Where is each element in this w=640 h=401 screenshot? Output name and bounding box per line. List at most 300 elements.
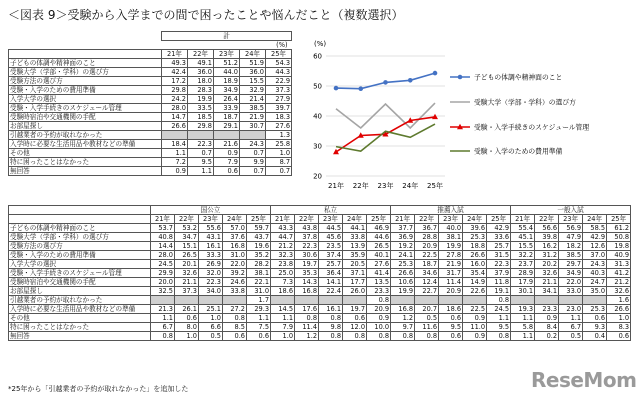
- value-cell: 51.9: [240, 59, 266, 68]
- row-label: お部屋探し: [9, 287, 151, 296]
- y-tick-label: 60: [313, 52, 322, 61]
- value-cell: 29.1: [214, 122, 240, 131]
- data-point: [408, 78, 413, 83]
- value-cell: [511, 296, 535, 305]
- value-cell: 13.9: [343, 242, 367, 251]
- top-data-table: [8, 31, 292, 176]
- value-cell: 35.4: [463, 269, 487, 278]
- value-cell: 5.8: [511, 323, 535, 332]
- group-header: 一般入試: [511, 206, 631, 215]
- value-cell: 9.3: [583, 323, 607, 332]
- value-cell: 26.5: [367, 242, 391, 251]
- value-cell: 16.8: [295, 287, 319, 296]
- value-cell: 31.2: [535, 251, 559, 260]
- table-row: [9, 149, 292, 158]
- value-cell: 0.5: [415, 314, 439, 323]
- value-cell: 0.6: [214, 167, 240, 176]
- value-cell: 0.9: [535, 314, 559, 323]
- value-cell: 35.0: [583, 287, 607, 296]
- group-header: 国公立: [151, 206, 271, 215]
- value-cell: 44.3: [266, 68, 292, 77]
- row-label: 入学大学の選択: [9, 95, 162, 104]
- value-cell: 23.3: [367, 287, 391, 296]
- table-row: [9, 95, 292, 104]
- value-cell: 21.9: [240, 113, 266, 122]
- corner-cell: [9, 215, 151, 224]
- value-cell: 18.0: [188, 77, 214, 86]
- value-cell: [415, 296, 439, 305]
- year-header: 22年: [535, 215, 559, 224]
- value-cell: 9.8: [319, 323, 343, 332]
- value-cell: 0.6: [439, 314, 463, 323]
- row-label: その他: [9, 314, 151, 323]
- row-label: 特に困ったことはなかった: [9, 158, 162, 167]
- value-cell: 16.2: [535, 242, 559, 251]
- row-label: 入学大学の選択: [9, 260, 151, 269]
- data-point: [383, 80, 388, 85]
- value-cell: 55.4: [511, 224, 535, 233]
- year-header: 22年: [188, 50, 214, 59]
- row-label: 子どもの体調や精神面のこと: [9, 59, 162, 68]
- value-cell: 34.1: [535, 287, 559, 296]
- value-cell: 24.1: [391, 251, 415, 260]
- value-cell: 44.0: [214, 68, 240, 77]
- x-tick-label: 24年: [402, 182, 419, 190]
- value-cell: 34.6: [415, 269, 439, 278]
- value-cell: 14.4: [151, 242, 175, 251]
- x-tick-label: 23年: [377, 182, 394, 190]
- value-cell: 10.6: [391, 278, 415, 287]
- value-cell: 1.0: [175, 332, 199, 341]
- value-cell: 23.7: [511, 260, 535, 269]
- value-cell: 0.9: [463, 314, 487, 323]
- value-cell: 35.3: [295, 269, 319, 278]
- value-cell: 16.1: [199, 242, 223, 251]
- value-cell: 18.6: [271, 287, 295, 296]
- value-cell: 12.6: [583, 242, 607, 251]
- value-cell: 0.8: [367, 332, 391, 341]
- value-cell: 1.1: [559, 314, 583, 323]
- value-cell: 44.6: [367, 233, 391, 242]
- value-cell: 24.5: [487, 305, 511, 314]
- value-cell: 40.8: [151, 233, 175, 242]
- value-cell: 40.0: [439, 224, 463, 233]
- value-cell: 49.3: [162, 59, 188, 68]
- row-label: 無回答: [9, 167, 162, 176]
- value-cell: 10.0: [367, 323, 391, 332]
- value-cell: 38.1: [247, 269, 271, 278]
- row-label: 受験方法の選び方: [9, 242, 151, 251]
- value-cell: 21.9: [439, 260, 463, 269]
- value-cell: 31.0: [223, 251, 247, 260]
- row-label: 入学時に必要な生活用品や教材などの準備: [9, 140, 162, 149]
- value-cell: 0.8: [391, 332, 415, 341]
- value-cell: 0.6: [583, 314, 607, 323]
- value-cell: 1.7: [247, 296, 271, 305]
- year-header: 21年: [162, 50, 188, 59]
- value-cell: 45.1: [511, 233, 535, 242]
- value-cell: 18.3: [266, 113, 292, 122]
- value-cell: 0.5: [199, 332, 223, 341]
- value-cell: 0.7: [240, 149, 266, 158]
- value-cell: 8.3: [607, 323, 631, 332]
- value-cell: 37.9: [487, 269, 511, 278]
- value-cell: 32.6: [535, 269, 559, 278]
- year-header: 25年: [266, 50, 292, 59]
- value-cell: 30.6: [295, 251, 319, 260]
- value-cell: [162, 131, 188, 140]
- value-cell: 22.0: [559, 278, 583, 287]
- value-cell: 14.5: [271, 305, 295, 314]
- value-cell: 11.8: [487, 278, 511, 287]
- resemom-logo: ReseMom: [531, 368, 637, 392]
- table-row: [9, 131, 292, 140]
- value-cell: 51.2: [214, 59, 240, 68]
- value-cell: 29.7: [559, 260, 583, 269]
- value-cell: 15.5: [511, 242, 535, 251]
- value-cell: 20.7: [415, 305, 439, 314]
- corner-cell: [9, 32, 162, 41]
- table-row: [9, 59, 292, 68]
- value-cell: 37.7: [391, 224, 415, 233]
- value-cell: 18.2: [559, 242, 583, 251]
- year-header: 21年: [391, 215, 415, 224]
- value-cell: 26.9: [199, 260, 223, 269]
- value-cell: 24.5: [151, 260, 175, 269]
- value-cell: 32.6: [607, 287, 631, 296]
- table-row: [9, 305, 631, 314]
- value-cell: 46.9: [367, 224, 391, 233]
- year-header: 24年: [583, 215, 607, 224]
- value-cell: [463, 296, 487, 305]
- table-row: [9, 323, 631, 332]
- value-cell: 28.2: [247, 260, 271, 269]
- value-cell: 33.8: [343, 233, 367, 242]
- value-cell: 1.3: [266, 131, 292, 140]
- value-cell: 0.9: [162, 167, 188, 176]
- value-cell: 39.8: [535, 233, 559, 242]
- row-label: 子どもの体調や精神面のこと: [9, 224, 151, 233]
- year-header: 24年: [343, 215, 367, 224]
- year-header: 24年: [240, 50, 266, 59]
- value-cell: 19.2: [391, 242, 415, 251]
- table-row: [9, 314, 631, 323]
- value-cell: 0.8: [223, 314, 247, 323]
- value-cell: 39.7: [266, 104, 292, 113]
- value-cell: 22.3: [199, 278, 223, 287]
- row-label: 無回答: [9, 332, 151, 341]
- year-header: 21年: [271, 215, 295, 224]
- row-label: 引越業者の予約が取れなかった: [9, 131, 162, 140]
- value-cell: 32.5: [151, 287, 175, 296]
- value-cell: [583, 296, 607, 305]
- series-line: [336, 103, 435, 128]
- value-cell: 28.9: [511, 269, 535, 278]
- value-cell: 23.5: [319, 242, 343, 251]
- value-cell: 31.3: [607, 260, 631, 269]
- value-cell: 54.3: [266, 59, 292, 68]
- value-cell: [151, 296, 175, 305]
- value-cell: 38.5: [559, 251, 583, 260]
- value-cell: 50.8: [607, 233, 631, 242]
- line-chart: [300, 30, 630, 200]
- value-cell: 9.9: [240, 158, 266, 167]
- value-cell: 14.7: [162, 113, 188, 122]
- value-cell: 8.7: [266, 158, 292, 167]
- row-label: 受験・入学のための費用準備: [9, 86, 162, 95]
- value-cell: [271, 296, 295, 305]
- value-cell: 14.1: [319, 278, 343, 287]
- table-row: [9, 269, 631, 278]
- value-cell: 24.3: [240, 140, 266, 149]
- bottom-data-table: [8, 205, 631, 341]
- value-cell: 0.4: [583, 332, 607, 341]
- value-cell: [319, 296, 343, 305]
- value-cell: 36.7: [415, 224, 439, 233]
- value-cell: 59.7: [247, 224, 271, 233]
- value-cell: 42.9: [583, 233, 607, 242]
- value-cell: 29.8: [188, 122, 214, 131]
- value-cell: 31.0: [247, 287, 271, 296]
- row-label: 特に困ったことはなかった: [9, 323, 151, 332]
- year-header: 22年: [175, 215, 199, 224]
- value-cell: 14.3: [295, 278, 319, 287]
- legend-label: 子どもの体調や精神面のこと: [474, 73, 563, 82]
- data-point: [334, 86, 339, 91]
- group-header: 推薦入試: [391, 206, 511, 215]
- y-axis-unit: (%): [314, 40, 327, 48]
- value-cell: 30.1: [511, 287, 535, 296]
- value-cell: 1.6: [607, 296, 631, 305]
- table-row: [9, 158, 292, 167]
- value-cell: 25.1: [199, 305, 223, 314]
- value-cell: [188, 131, 214, 140]
- unit-label: (%): [276, 41, 288, 49]
- legend-label: 受験大学（学部・学科）の選び方: [474, 98, 576, 107]
- value-cell: 22.3: [487, 260, 511, 269]
- value-cell: [199, 296, 223, 305]
- table-row: [9, 122, 292, 131]
- value-cell: 41.4: [367, 269, 391, 278]
- value-cell: 1.1: [247, 314, 271, 323]
- value-cell: 26.1: [175, 305, 199, 314]
- value-cell: 0.8: [343, 332, 367, 341]
- value-cell: 21.2: [607, 278, 631, 287]
- table-row: [9, 104, 292, 113]
- value-cell: 23.0: [559, 305, 583, 314]
- figure-title: ＜図表 9＞受験から入学までの間で困ったことや悩んだこと（複数選択）: [8, 8, 404, 22]
- value-cell: 1.2: [391, 314, 415, 323]
- value-cell: 25.0: [271, 269, 295, 278]
- value-cell: 17.2: [162, 77, 188, 86]
- value-cell: 36.0: [188, 68, 214, 77]
- value-cell: 35.2: [247, 251, 271, 260]
- x-tick-label: 21年: [328, 182, 344, 190]
- value-cell: 18.8: [463, 242, 487, 251]
- row-label: 受験大学（学部・学科）の選び方: [9, 68, 162, 77]
- value-cell: 19.3: [511, 305, 535, 314]
- value-cell: 25.3: [583, 305, 607, 314]
- value-cell: 9.5: [487, 323, 511, 332]
- value-cell: 25.3: [391, 260, 415, 269]
- value-cell: 24.7: [583, 278, 607, 287]
- value-cell: [214, 131, 240, 140]
- value-cell: 20.0: [151, 278, 175, 287]
- value-cell: 56.9: [559, 224, 583, 233]
- value-cell: 18.7: [415, 260, 439, 269]
- value-cell: 19.9: [188, 95, 214, 104]
- value-cell: 32.2: [511, 251, 535, 260]
- value-cell: 9.5: [188, 158, 214, 167]
- value-cell: 21.3: [151, 305, 175, 314]
- value-cell: [559, 296, 583, 305]
- row-label: 受験方法の選び方: [9, 77, 162, 86]
- value-cell: 37.4: [319, 251, 343, 260]
- row-label: 受験大学（学部・学科）の選び方: [9, 233, 151, 242]
- x-tick-label: 22年: [352, 182, 369, 190]
- value-cell: 25.7: [487, 242, 511, 251]
- value-cell: 13.5: [367, 278, 391, 287]
- value-cell: 55.6: [199, 224, 223, 233]
- row-label: 受験・入学手続きのスケジュール管理: [9, 104, 162, 113]
- value-cell: 1.1: [151, 314, 175, 323]
- value-cell: 32.9: [240, 86, 266, 95]
- value-cell: 0.8: [295, 314, 319, 323]
- value-cell: 16.1: [319, 305, 343, 314]
- value-cell: 43.8: [295, 224, 319, 233]
- table-row: [9, 332, 631, 341]
- value-cell: 0.8: [319, 314, 343, 323]
- value-cell: 33.8: [223, 287, 247, 296]
- value-cell: 8.0: [175, 323, 199, 332]
- value-cell: 0.8: [415, 332, 439, 341]
- value-cell: 31.5: [487, 251, 511, 260]
- value-cell: 44.1: [343, 224, 367, 233]
- value-cell: 21.1: [175, 278, 199, 287]
- value-cell: 1.1: [487, 314, 511, 323]
- value-cell: 15.5: [240, 77, 266, 86]
- value-cell: 0.6: [175, 314, 199, 323]
- value-cell: 1.0: [271, 332, 295, 341]
- table-row: [9, 86, 292, 95]
- value-cell: 17.7: [343, 278, 367, 287]
- value-cell: 43.7: [247, 233, 271, 242]
- data-point: [433, 71, 438, 76]
- value-cell: 19.8: [607, 242, 631, 251]
- row-label: お部屋探し: [9, 122, 162, 131]
- year-header: 25年: [607, 215, 631, 224]
- value-cell: 9.5: [439, 323, 463, 332]
- value-cell: 1.0: [266, 149, 292, 158]
- value-cell: 41.2: [607, 269, 631, 278]
- value-cell: 53.2: [175, 224, 199, 233]
- table-row: [9, 140, 292, 149]
- value-cell: 21.6: [214, 140, 240, 149]
- group-header: 私立: [271, 206, 391, 215]
- row-label: その他: [9, 149, 162, 158]
- value-cell: 20.2: [535, 260, 559, 269]
- value-cell: 16.0: [463, 260, 487, 269]
- value-cell: 44.7: [271, 233, 295, 242]
- value-cell: 21.2: [271, 242, 295, 251]
- value-cell: 45.6: [319, 233, 343, 242]
- value-cell: 8.4: [535, 323, 559, 332]
- table-row: [9, 260, 631, 269]
- value-cell: 26.4: [214, 95, 240, 104]
- value-cell: 36.9: [391, 233, 415, 242]
- value-cell: 6.7: [151, 323, 175, 332]
- series-line: [336, 124, 435, 151]
- value-cell: 42.9: [487, 224, 511, 233]
- value-cell: 19.6: [247, 242, 271, 251]
- value-cell: 37.3: [175, 287, 199, 296]
- value-cell: 42.4: [162, 68, 188, 77]
- value-cell: 43.1: [199, 233, 223, 242]
- value-cell: 26.5: [175, 251, 199, 260]
- value-cell: 6.6: [199, 323, 223, 332]
- value-cell: 37.0: [583, 251, 607, 260]
- value-cell: 58.5: [583, 224, 607, 233]
- value-cell: 32.3: [271, 251, 295, 260]
- value-cell: 0.8: [367, 296, 391, 305]
- value-cell: 61.2: [607, 224, 631, 233]
- value-cell: 22.7: [415, 287, 439, 296]
- value-cell: 27.6: [266, 122, 292, 131]
- value-cell: 47.9: [559, 233, 583, 242]
- year-header: 21年: [511, 215, 535, 224]
- value-cell: 37.8: [295, 233, 319, 242]
- value-cell: 0.6: [607, 332, 631, 341]
- value-cell: 12.4: [415, 278, 439, 287]
- value-cell: 22.9: [266, 77, 292, 86]
- value-cell: 38.1: [439, 233, 463, 242]
- value-cell: 25.3: [463, 233, 487, 242]
- y-tick-label: 30: [313, 142, 322, 151]
- value-cell: 1.1: [511, 314, 535, 323]
- value-cell: 0.9: [367, 314, 391, 323]
- value-cell: 0.6: [223, 332, 247, 341]
- value-cell: 34.9: [559, 269, 583, 278]
- value-cell: 20.9: [367, 305, 391, 314]
- value-cell: 36.4: [319, 269, 343, 278]
- year-header: 24年: [463, 215, 487, 224]
- value-cell: 28.0: [151, 251, 175, 260]
- y-tick-label: 50: [313, 82, 322, 91]
- value-cell: 33.6: [487, 233, 511, 242]
- value-cell: 11.6: [415, 323, 439, 332]
- value-cell: 33.5: [188, 104, 214, 113]
- year-header: 25年: [367, 215, 391, 224]
- value-cell: 34.9: [214, 86, 240, 95]
- value-cell: 18.6: [439, 305, 463, 314]
- value-cell: 53.7: [151, 224, 175, 233]
- value-cell: 0.2: [535, 332, 559, 341]
- value-cell: 43.3: [271, 224, 295, 233]
- table-row: [9, 224, 631, 233]
- table-row: [9, 242, 631, 251]
- value-cell: 24.6: [223, 278, 247, 287]
- value-cell: 39.2: [223, 269, 247, 278]
- table-row: [9, 113, 292, 122]
- value-cell: 0.6: [247, 332, 271, 341]
- row-label: 受験・入学手続きのスケジュール管理: [9, 269, 151, 278]
- value-cell: 22.5: [463, 305, 487, 314]
- value-cell: 0.6: [343, 314, 367, 323]
- value-cell: 11.0: [463, 323, 487, 332]
- corner-cell: [9, 41, 162, 50]
- legend-label: 受験・入学手続きのスケジュール管理: [474, 123, 590, 132]
- row-label: 入学時に必要な生活用品や教材などの準備: [9, 305, 151, 314]
